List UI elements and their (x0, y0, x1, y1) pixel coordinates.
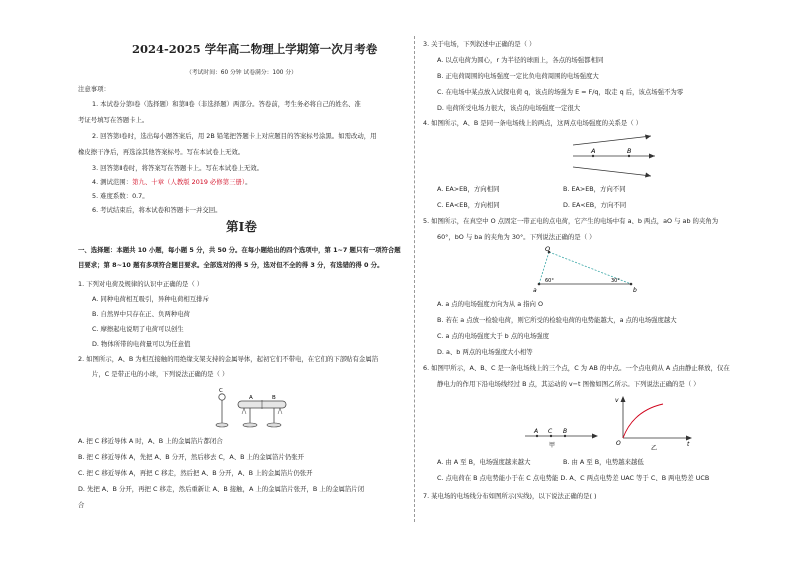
q5-stem-2: 60°，bO 与 ba 的夹角为 30°。下列说法正确的是（ ） (437, 233, 596, 241)
q6-stem-1: 6. 如图甲所示，A、B、C 是一条电场线上的三个点，C 为 AB 的中点。一个点电荷从 A 点由静止释放，仅在 (423, 364, 730, 372)
notice-3: 3. 回答第Ⅱ卷时，将答案写在答题卡上。写在本试卷上无效。 (92, 164, 264, 172)
q6-caption-yi: 乙 (651, 445, 658, 452)
notice-2a: 2. 回答第Ⅰ卷时，选出每小题答案后，用 2B 铅笔把答题卡上对应题目的答案标号涂黑。如需改动，用 (92, 132, 377, 140)
q1-option-c: C. 摩擦起电说明了电荷可以创生 (92, 325, 184, 333)
q3-option-a: A. 以点电荷为圆心，r 为半径的球面上，各点的场强都相同 (437, 56, 604, 64)
q6-option-cd: C. 点电荷在 B 点电势能小于在 C 点电势能 D. A、C 两点电势差 UAC 等于 C、B 两电势差 UCB (437, 474, 710, 482)
q5-stem-1: 5. 如图所示，在真空中 O 点固定一带正电的点电荷，它产生的电场中有 a、b 两点，aO 与 ab 的夹角为 (423, 217, 719, 225)
q7-stem: 7. 某电场的电场线分布如图所示(实线)，以下说法正确的是( ) (423, 492, 597, 500)
notice-4-suffix: 。 (245, 178, 252, 186)
q4-option-b: B. EA>EB，方向不同 (563, 185, 626, 193)
q6-option-b: B. 由 A 至 B，电势越来越低 (563, 458, 644, 466)
notice-4-prefix: 4. 测试范围： (92, 178, 133, 186)
q6-vt-curve (623, 404, 663, 438)
q6-point-b (564, 435, 566, 437)
q5-option-b: B. 若在 a 点放一检验电荷，则它所受的检验电荷的电势能越大，a 点的电场强度越大 (437, 316, 677, 324)
notice-4 (92, 178, 251, 187)
q4-label-b: B (627, 147, 632, 155)
q2-option-b: B. 把 C 移近导体 A，先把 A、B 分开，然后移去 C，A、B 上的金属箔片仍张开 (78, 453, 305, 461)
q5-point-b (630, 283, 633, 286)
q2-charged-ball (219, 394, 225, 400)
q4-field-line-figure (571, 131, 661, 181)
q3-option-c: C. 在电场中某点放入试探电荷 q，该点的场强为 E = F/q，取走 q 后，该点场强不为零 (437, 88, 684, 96)
q4-label-a: A (591, 147, 596, 155)
q2-foil-b2 (280, 408, 282, 414)
instructions-line-2: 目要求；第 8~10 题有多项符合题目要求。全部选对的得 5 分，选对但不全的得 3 分，有选错的得 0 分。 (78, 261, 384, 269)
q6-t-axis-arrow (686, 436, 692, 441)
q5-angle-30: 30° (611, 278, 620, 284)
q5-label-o: O (545, 246, 551, 253)
q6-stem-2: 静电力的作用下沿电场线经过 B 点，其运动的 v−t 图像如图乙所示。下列说法正确的是（ ） (437, 380, 700, 388)
notice-1a: 1. 本试卷分第Ⅰ卷（选择题）和第Ⅱ卷（非选择题）两部分。答卷前，考生务必将自己的姓名、准 (92, 100, 361, 108)
q2-option-d: D. 先把 A、B 分开，再把 C 移走，然后重新让 A、B 接触，A 上的金属箔片张开，B 上的金属箔片闭 (78, 485, 365, 493)
q2-stem-1: 2. 如图所示，A、B 为相互接触的用绝缘支架支持的金属导体，起初它们不带电，在它们的下部贴有金属箔 (78, 355, 379, 363)
q2-foil-a1 (242, 408, 244, 414)
q2-base-b (267, 423, 281, 427)
section-title: 第Ⅰ卷 (226, 219, 257, 234)
q6-figure-yi (611, 394, 695, 454)
q5-label-a: a (533, 287, 537, 294)
q1-option-a: A. 同种电荷相互吸引，异种电荷相互排斥 (92, 295, 209, 303)
q4-stem: 4. 如图所示，A、B 是同一条电场线上的两点，这两点电场强度的关系是（ ） (423, 119, 643, 127)
q6-label-o: O (616, 440, 621, 447)
notice-5: 5. 难度系数：0.7。 (92, 192, 149, 200)
q6-caption-jia: 甲 (549, 442, 556, 449)
q2-option-d-cont: 合 (78, 501, 85, 509)
q4-field-line-upper (573, 136, 651, 145)
q5-option-d: D. a、b 两点的电场强度大小相等 (437, 348, 533, 356)
q2-option-c: C. 把 C 移近导体 A，再把 C 移走，然后把 A、B 分开，A、B 上的金属箔片仍张开 (78, 469, 313, 477)
q6-label-c: C (548, 428, 553, 435)
q5-point-a (538, 283, 541, 286)
q5-option-a: A. a 点的电场强度方向为从 a 指向 O (437, 300, 543, 308)
q2-conductor-figure (214, 380, 304, 432)
q5-option-c: C. a 点的电场强度大于 b 点的电场强度 (437, 332, 550, 340)
q2-foil-a2 (244, 408, 246, 414)
q6-point-a (536, 435, 538, 437)
notice-heading: 注意事项： (78, 85, 110, 93)
q3-option-d: D. 电荷所受电场力很大，该点的电场强度一定很大 (437, 104, 581, 112)
column-divider (414, 36, 415, 522)
q4-arrowhead-upper (645, 135, 651, 140)
q5-label-b: b (633, 287, 637, 294)
notice-1b: 考证号填写在答题卡上。 (78, 116, 149, 124)
q2-base-a (243, 423, 257, 427)
q4-arrowhead-lower (645, 173, 651, 178)
notice-2b: 橡皮擦干净后，再选涂其他答案标号。写在本试卷上无效。 (78, 148, 245, 156)
q6-figure-jia (523, 400, 601, 450)
q5-triangle-figure (531, 246, 641, 294)
exam-subtitle: （考试时间：60 分钟 试卷满分：100 分） (186, 70, 297, 76)
q5-angle-60: 60° (545, 278, 554, 284)
q4-field-line-lower (573, 167, 651, 176)
q6-field-arrow (592, 434, 598, 439)
q2-foil-b1 (278, 408, 280, 414)
q2-option-a: A. 把 C 移近导体 A 时，A、B 上的金属箔片都闭合 (78, 437, 223, 445)
q6-point-c (550, 435, 552, 437)
q3-stem: 3. 关于电场，下列叙述中正确的是（ ） (423, 40, 536, 48)
notice-4-scope: 第九、十章（人教版 2019 必修第三册） (132, 178, 246, 186)
q2-stem-2: 片，C 是带正电的小球，下列说法正确的是（ ） (92, 370, 229, 378)
q4-option-c: C. EA<EB，方向相同 (437, 201, 500, 209)
exam-title: 2024-2025 学年高二物理上学期第一次月考卷 (132, 42, 378, 56)
q4-option-d: D. EA<EB，方向不同 (563, 201, 627, 209)
q2-label-c: C (219, 388, 223, 394)
q6-v-axis-arrow (621, 396, 626, 402)
q6-option-a: A. 由 A 至 B，电场强度越来越大 (437, 458, 531, 466)
q3-option-b: B. 正电荷周围的电场强度一定比负电荷周围的电场强度大 (437, 72, 599, 80)
q1-option-d: D. 物体所带的电荷量可以为任意值 (92, 340, 191, 348)
q6-label-a: A (534, 428, 539, 435)
q2-label-b: B (272, 395, 276, 401)
q6-label-b: B (563, 428, 568, 435)
q2-label-a: A (249, 395, 253, 401)
instructions-line-1: 一、选择题：本题共 10 小题，每小题 5 分，共 50 分。在每小题给出的四个选项中，第 1~7 题只有一项符合题 (78, 246, 401, 254)
q4-arrowhead-middle (649, 154, 655, 159)
q2-ball-base (216, 423, 228, 427)
q4-point-b (628, 155, 630, 157)
q4-point-a (592, 155, 594, 157)
q6-label-v: v (615, 397, 619, 404)
q1-stem: 1. 下列对电荷及规律的认识中正确的是（ ） (78, 280, 204, 288)
q1-option-b: B. 自然界中只存在正、负两种电荷 (92, 310, 190, 318)
notice-6: 6. 考试结束后，将本试卷和答题卡一并交回。 (92, 206, 222, 214)
q4-option-a: A. EA>EB，方向相同 (437, 185, 500, 193)
q6-label-t: t (687, 441, 690, 448)
